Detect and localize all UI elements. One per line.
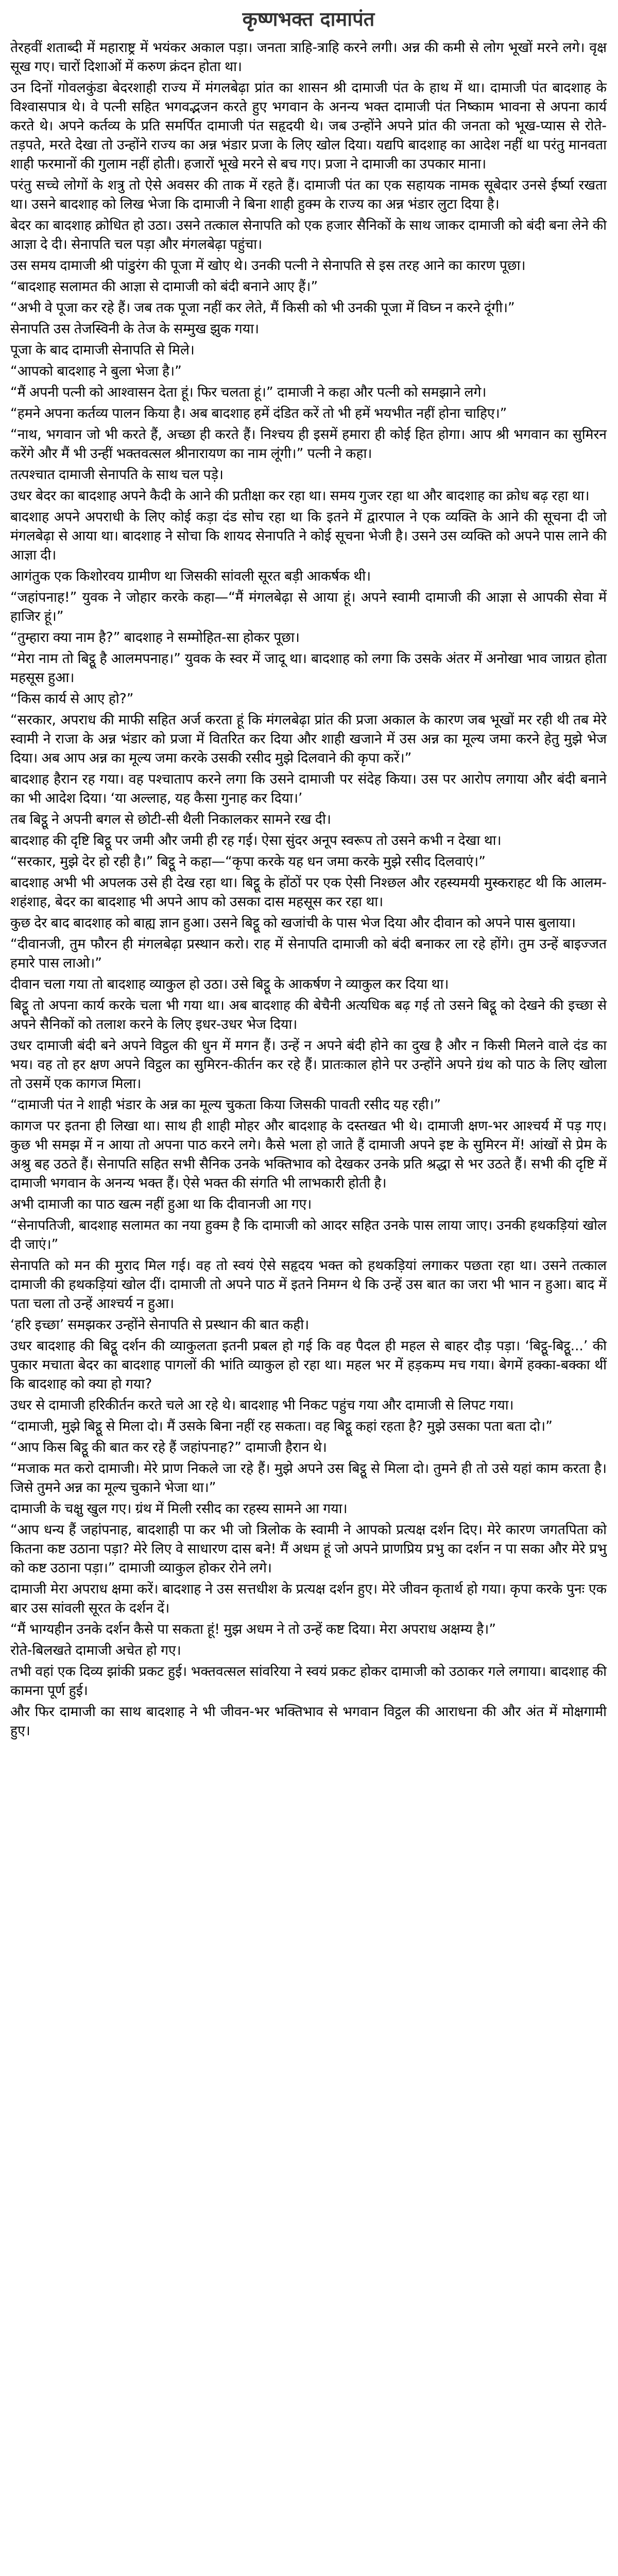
- paragraph: “बादशाह सलामत की आज्ञा से दामाजी को बंदी बनाने आए हैं।”: [10, 279, 318, 295]
- paragraph: “किस कार्य से आए हो?”: [10, 691, 134, 707]
- paragraph: उधर दामाजी बंदी बने अपने विट्ठल की धुन में मगन हैं। उन्हें न अपने बंदी होने का दुख है और न किसी मिलने वाले दंड का भय। वह तो हर क्षण अपने विट्ठल का सुमिरन-कीर्तन कर रहे हैं। प्रातःकाल होने पर उन्होंने अपने ग्रंथ को पाठ के लिए खोला तो उसमें एक कागज मिला।: [10, 1038, 607, 1092]
- paragraph: “अभी वे पूजा कर रहे हैं। जब तक पूजा नहीं कर लेते, मैं किसी को भी उनकी पूजा में विघ्न न करने दूंगी।”: [10, 300, 515, 316]
- paragraph: “सरकार, अपराध की माफी सहित अर्ज करता हूं कि मंगलबेढ़ा प्रांत की प्रजा अकाल के कारण जब भूखों मर रही थी तब मेरे स्वामी ने राजा के अन्न भंडार को प्रजा में वितरित कर दिया और शाही खजाने में उस अन्न का मूल्य जमा करने हेतु मुझे भेज दिया। अब आप अन्न का मूल्य जमा करके उसकी रसीद मुझे दिलवाने की कृपा करें।”: [10, 712, 607, 766]
- paragraph: बेदर का बादशाह क्रोधित हो उठा। उसने तत्काल सेनापति को एक हजार सैनिकों के साथ जाकर दामाजी को बंदी बना लेने की आज्ञा दे दी। सेनापति चल पड़ा और मंगलबेढ़ा पहुंचा।: [10, 217, 607, 252]
- paragraph: उधर बादशाह की बिट्ठू दर्शन की व्याकुलता इतनी प्रबल हो गई कि वह पैदल ही महल से बाहर दौड़ पड़ा। ‘बिट्ठू-बिट्ठू...’ की पुकार मचाता बेदर का बादशाह पागलों की भांति व्याकुल हो रहा था। महल भर में हड़कम्प मच गया। बेगमें हक्का-बक्का थीं कि बादशाह को क्या हो गया?: [10, 1338, 607, 1392]
- paragraph: “आप किस बिट्ठू की बात कर रहे हैं जहांपनाह?” दामाजी हैरान थे।: [10, 1439, 327, 1455]
- paragraph: बादशाह अपने अपराधी के लिए कोई कड़ा दंड सोच रहा था कि इतने में द्वारपाल ने एक व्यक्ति के आने की सूचना दी जो मंगलबेढ़ा से आया था। बादशाह ने सोचा कि शायद सेनापति ने कोई सूचना भेजी है। उसने उस व्यक्ति को अपने पास लाने की आज्ञा दी।: [10, 509, 607, 563]
- paragraph: तब बिट्ठू ने अपनी बगल से छोटी-सी थैली निकालकर सामने रख दी।: [10, 811, 331, 827]
- paragraph: “नाथ, भगवान जो भी करते हैं, अच्छा ही करते हैं। निश्चय ही इसमें हमारा ही कोई हित होगा। आप श्री भगवान का सुमिरन करेंगे और मैं भी उन्हीं भक्तवत्सल श्रीनारायण का नाम लूंगी।” पत्नी ने कहा।: [10, 427, 607, 462]
- paragraph: “मजाक मत करो दामाजी। मेरे प्राण निकले जा रहे हैं। मुझे अपने उस बिट्ठू से मिला दो। तुमने ही तो उसे यहां काम करता है। जिसे तुमने अन्न का मूल्य चुकाने भेजा था।”: [10, 1461, 607, 1496]
- article-title: कृष्णभक्त दामापंत: [242, 8, 375, 30]
- paragraph: तेरहवीं शताब्दी में महाराष्ट्र में भयंकर अकाल पड़ा। जनता त्राहि-त्राहि करने लगी। अन्न की कमी से लोग भूखों मरने लगे। वृक्ष सूख गए। चारों दिशाओं में करुण क्रंदन होता था।: [10, 40, 607, 75]
- paragraph: उधर से दामाजी हरिकीर्तन करते चले आ रहे थे। बादशाह भी निकट पहुंच गया और दामाजी से लिपट गया।: [10, 1397, 514, 1413]
- paragraph: “मेरा नाम तो बिट्ठू है आलमपनाह।” युवक के स्वर में जादू था। बादशाह को लगा कि उसके अंतर में अनोखा भाव जाग्रत होता महसूस हुआ।: [10, 651, 607, 686]
- paragraph: “सेनापतिजी, बादशाह सलामत का नया हुक्म है कि दामाजी को आदर सहित उनके पास लाया जाए। उनकी हथकड़ियां खोल दी जाएं।”: [10, 1217, 607, 1252]
- paragraph: सेनापति को मन की मुराद मिल गई। वह तो स्वयं ऐसे सहृदय भक्त को हथकड़ियां लगाकर पछता रहा था। उसने तत्काल दामाजी की हथकड़ियां खोल दीं। दामाजी तो अपने पाठ में इतने निमग्न थे कि उन्हें उस बात का जरा भी भान न हुआ। बाद में पता चला तो उन्हें आश्चर्य न हुआ।: [10, 1258, 607, 1312]
- paragraph: बादशाह अभी भी अपलक उसे ही देख रहा था। बिट्ठू के होंठों पर एक ऐसी निश्छल और रहस्यमयी मुस्कराहट थी कि आलम-शहंशाह, बेदर का बादशाह भी अपने आप को उसका दास महसूस कर रहा था।: [10, 875, 607, 910]
- paragraph: कुछ देर बाद बादशाह को बाह्य ज्ञान हुआ। उसने बिट्ठू को खजांची के पास भेज दिया और दीवान को अपने पास बुलाया।: [10, 915, 576, 931]
- paragraph: “मैं अपनी पत्नी को आश्वासन देता हूं। फिर चलता हूं।” दामाजी ने कहा और पत्नी को समझाने लगे।: [10, 384, 487, 400]
- paragraph: आगंतुक एक किशोरवय ग्रामीण था जिसकी सांवली सूरत बड़ी आकर्षक थी।: [10, 568, 371, 584]
- paragraph: रोते-बिलखते दामाजी अचेत हो गए।: [10, 1642, 181, 1658]
- paragraph: “दामाजी, मुझे बिट्ठू से मिला दो। मैं उसके बिना नहीं रह सकता। वह बिट्ठू कहां रहता है? मुझे उसका पता बता दो।”: [10, 1418, 553, 1434]
- paragraph: “दीवानजी, तुम फौरन ही मंगलबेढ़ा प्रस्थान करो। राह में सेनापति दामाजी को बंदी बनाकर ला रहे होंगे। तुम उन्हें बाइज्जत हमारे पास लाओ।”: [10, 936, 607, 971]
- paragraph: बादशाह की दृष्टि बिट्ठू पर जमी और जमी ही रह गई। ऐसा सुंदर अनूप स्वरूप तो उसने कभी न देखा था।: [10, 833, 502, 849]
- paragraph: दामाजी के चक्षु खुल गए। ग्रंथ में मिली रसीद का रहस्य सामने आ गया।: [10, 1501, 348, 1517]
- paragraph: अभी दामाजी का पाठ खत्म नहीं हुआ था कि दीवानजी आ गए।: [10, 1196, 312, 1212]
- paragraph: और फिर दामाजी का साथ बादशाह ने भी जीवन-भर भक्तिभाव से भगवान विट्ठल की आराधना की और अंत में मोक्षगामी हुए।: [10, 1704, 607, 1739]
- paragraph: “मैं भाग्यहीन उनके दर्शन कैसे पा सकता हूं! मुझ अधम ने तो उन्हें कष्ट दिया। मेरा अपराध अक्षम्य है।”: [10, 1621, 496, 1637]
- paragraph: “आप धन्य हैं जहांपनाह, बादशाही पा कर भी जो त्रिलोक के स्वामी ने आपको प्रत्यक्ष दर्शन दिए। मेरे कारण जगतपिता को कितना कष्ट उठाना पड़ा? मेरे लिए वे साधारण दास बने! मैं अधम हूं जो अपने प्राणप्रिय प्रभु का दर्शन न पा सका और मेरे प्रभु को कष्ट उठाना पड़ा।” दामाजी व्याकुल होकर रोने लगे।: [10, 1522, 607, 1576]
- paragraph: उधर बेदर का बादशाह अपने कैदी के आने की प्रतीक्षा कर रहा था। समय गुजर रहा था और बादशाह का क्रोध बढ़ रहा था।: [10, 488, 590, 504]
- paragraph: उन दिनों गोवलकुंडा बेदरशाही राज्य में मंगलबेढ़ा प्रांत का शासन श्री दामाजी पंत के हाथ में था। दामाजी पंत बादशाह के विश्वासपात्र थे। वे पत्नी सहित भगवद्भजन करते हुए भगवान के अनन्य भक्त दामाजी पंत निष्काम भावना से अपना कार्य करते थे। अपने कर्तव्य के प्रति समर्पित दामाजी पंत सहृदयी थे। जब उन्होंने अपने प्रांत की जनता को भूख-प्यास से रोते-तड़पते, मरते देखा तो उन्होंने राज्य का अन्न भंडार प्रजा के लिए खोल दिया। यद्यपि बादशाह का आदेश नहीं था परंतु मानवता शाही फरमानों की गुलाम नहीं होती। हजारों भूखे मरने से बच गए। प्रजा ने दामाजी का उपकार माना।: [10, 80, 607, 172]
- paragraph: तभी वहां एक दिव्य झांकी प्रकट हुई। भक्तवत्सल सांवरिया ने स्वयं प्रकट होकर दामाजी को उठाकर गले लगाया। बादशाह की कामना पूर्ण हुई।: [10, 1664, 607, 1699]
- paragraph: “आपको बादशाह ने बुला भेजा है।”: [10, 363, 182, 379]
- paragraph: कागज पर इतना ही लिखा था। साथ ही शाही मोहर और बादशाह के दस्तखत भी थे। दामाजी क्षण-भर आश्चर्य में पड़ गए। कुछ भी समझ में न आया तो अपना पाठ करने लगे। कैसे भला हो जाते हैं दामाजी अपने इष्ट के सुमिरन में! आंखों से प्रेम के अश्रु बह उठते हैं। सेनापति सहित सभी सैनिक उनके भक्तिभाव को देखकर उनके प्रति श्रद्धा से भर उठते हैं। सभी की दृष्टि में दामाजी भगवान के अनन्य भक्त हैं। ऐसे भक्त की संगति भी लाभकारी होती है।: [10, 1118, 607, 1191]
- article-body: [10, 38, 607, 1740]
- paragraph: दामाजी मेरा अपराध क्षमा करें। बादशाह ने उस सत्तधीश के प्रत्यक्ष दर्शन हुए। मेरे जीवन कृतार्थ हो गया। कृपा करके पुनः एक बार उस सांवली सूरत के दर्शन दें।: [10, 1581, 607, 1616]
- paragraph: सेनापति उस तेजस्विनी के तेज के सम्मुख झुक गया।: [10, 321, 259, 337]
- paragraph: पूजा के बाद दामाजी सेनापति से मिले।: [10, 342, 195, 358]
- paragraph: “जहांपनाह!” युवक ने जोहार करके कहा—“मैं मंगलबेढ़ा से आया हूं। अपने स्वामी दामाजी की आज्ञा से आपकी सेवा में हाजिर हूं।”: [10, 589, 607, 624]
- paragraph: बादशाह हैरान रह गया। वह पश्चाताप करने लगा कि उसने दामाजी पर संदेह किया। उस पर आरोप लगाया और बंदी बनाने का भी आदेश दिया। ‘या अल्लाह, यह कैसा गुनाह कर दिया।’: [10, 771, 607, 806]
- paragraph: “हमने अपना कर्तव्य पालन किया है। अब बादशाह हमें दंडित करें तो भी हमें भयभीत नहीं होना चाहिए।”: [10, 405, 507, 421]
- paragraph: “तुम्हारा क्या नाम है?” बादशाह ने सम्मोहित-सा होकर पूछा।: [10, 630, 300, 646]
- paragraph: तत्पश्चात दामाजी सेनापति के साथ चल पड़े।: [10, 467, 224, 483]
- paragraph: “दामाजी पंत ने शाही भंडार के अन्न का मूल्य चुकता किया जिसकी पावती रसीद यह रही।”: [10, 1097, 441, 1113]
- paragraph: ‘हरि इच्छा’ समझकर उन्होंने सेनापति से प्रस्थान की बात कही।: [10, 1317, 310, 1333]
- paragraph: बिट्ठू तो अपना कार्य करके चला भी गया था। अब बादशाह की बेचैनी अत्यधिक बढ़ गई तो उसने बिट्ठू को देखने की इच्छा से अपने सैनिकों को तलाश करने के लिए इधर-उधर भेज दिया।: [10, 997, 607, 1032]
- paragraph: परंतु सच्चे लोगों के शत्रु तो ऐसे अवसर की ताक में रहते हैं। दामाजी पंत का एक सहायक नामक सूबेदार उनसे ईर्ष्या रखता था। उसने बादशाह को लिख भेजा कि दामाजी ने बिना शाही हुक्म के राज्य का अन्न भंडार लुटा दिया है।: [10, 177, 607, 212]
- paragraph: दीवान चला गया तो बादशाह व्याकुल हो उठा। उसे बिट्ठू के आकर्षण ने व्याकुल कर दिया था।: [10, 976, 449, 992]
- paragraph: उस समय दामाजी श्री पांडुरंग की पूजा में खोए थे। उनकी पत्नी ने सेनापति से इस तरह आने का कारण पूछा।: [10, 258, 526, 274]
- paragraph: “सरकार, मुझे देर हो रही है।” बिट्ठू ने कहा—“कृपा करके यह धन जमा करके मुझे रसीद दिलवाएं।”: [10, 854, 486, 870]
